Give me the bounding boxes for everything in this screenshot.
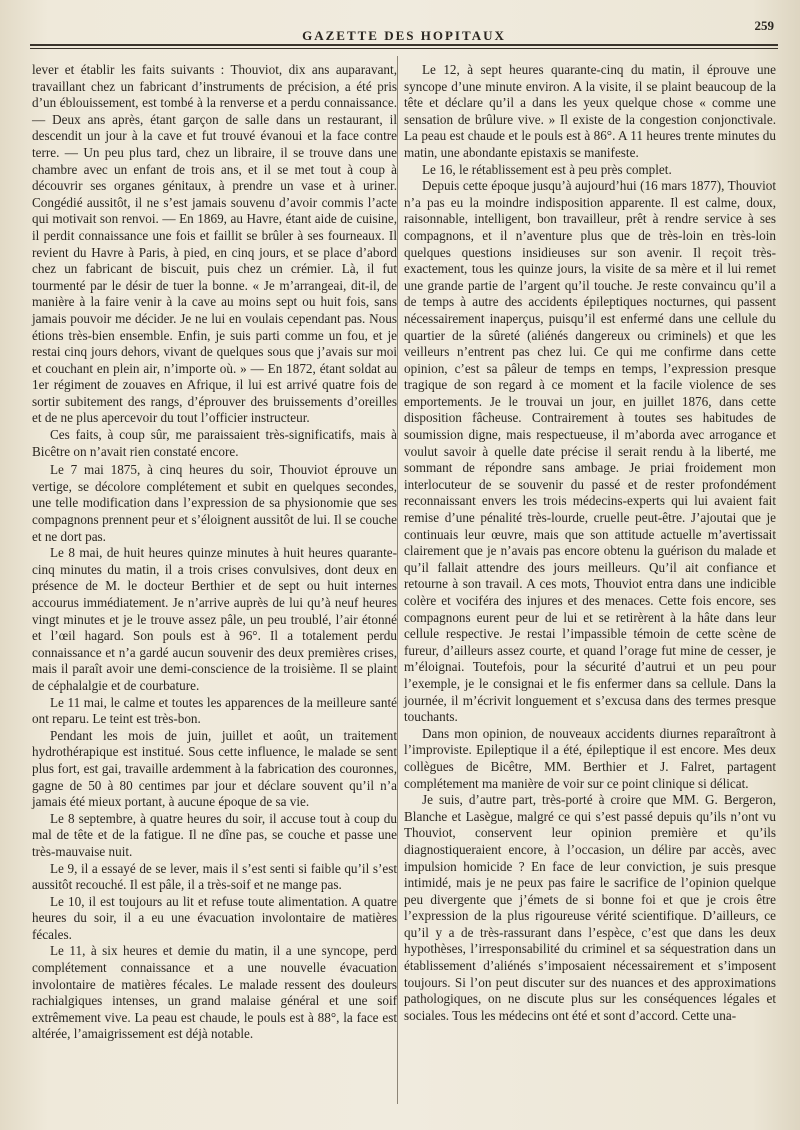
column-divider [397,56,398,1104]
paragraph: Le 16, le rétablissement est à peu près complet. [422,161,672,177]
paragraph: Pendant les mois de juin, juillet et août, un traitement hydrothérapique est institué. Sous cette influence, le malade se sent plus fort, est gai, travaille ardemment à la fabrication des couronnes, gagne de 50 à 80 centimes par jour et déclare souvent qu’il n’a jamais été mieux portant, à aucune époque de sa vie. [32,727,397,810]
left-column [32,62,397,1043]
paragraph: Le 10, il est toujours au lit et refuse toute alimentation. A quatre heures du soir, il a eu une évacuation involontaire de matières fécales. [32,893,397,942]
paragraph: Le 7 mai 1875, à cinq heures du soir, Thouviot éprouve un vertige, se décolore complétement et subit en quelques secondes, une telle modification dans l’expression de sa physionomie que ses compagnons prennent peur et s’éloignent aussitôt de lui. Il se couche et ne dort pas. [32,462,397,544]
paragraph: Le 8 septembre, à quatre heures du soir, il accuse tout à coup du mal de tête et de la fatigue. Il ne dîne pas, se couche et passe une très-mauvaise nuit. [32,810,397,859]
paragraph: Je suis, d’autre part, très-porté à croire que MM. G. Bergeron, Blanche et Lasègue, malgré ce qui s’est passé depuis qu’ils n’ont vu Thouviot, conservent leur opinion première et qu’ils diagnostiqueraient encore, à l’occasion, un délire par accès, avec impulsion homicide ? En face de leur conviction, je suis presque intimidé, mais je ne peux pas faire le sacrifice de l’opinion quelque peu divergente que j’émets de si bonne foi et que je crois être l’expression de la plus rigoureuse vérité scientifique. D’ailleurs, ce qu’il y a de très-rassurant dans l’espèce, c’est que dans les deux hypothèses, l’irresponsabilité du criminel et sa séquestration dans un établissement d’aliénés s’imposaient nécessairement et s’imposent toujours. Si l’on peut discuter sur des nuances et des approximations pathologiques, on ne discute plus sur les conséquences légales et sociales. Tous les médecins ont été et sont d’accord. Cette una- [404,792,776,1023]
paragraph: Le 8 mai, de huit heures quinze minutes à huit heures quarante-cinq minutes du matin, il a trois crises convulsives, dont deux en présence de M. le docteur Berthier et de sept ou huit internes accourus immédiatement. Je n’arrive auprès de lui qu’à neuf heures vingt minutes et je le trouve assez pâle, un peu troublé, l’air étonné et l’œil hagard. Son pouls est à 96°. Il a totalement perdu connaissance et n’a gardé aucun souvenir des deux premières crises, mais il paraît avoir une demi-conscience de la troisième. Il se plaint de céphalalgie et de courbature. [32,545,397,693]
header-rule-thin [30,48,778,49]
header-rule [30,44,778,46]
paragraph: Ces faits, à coup sûr, me paraissaient très-significatifs, mais à Bicêtre on n’avait rien constaté encore. [32,427,397,459]
page-number: 259 [754,18,774,33]
paragraph: Le 11 mai, le calme et toutes les apparences de la meilleure santé ont reparu. Le teint est très-bon. [32,694,397,727]
journal-title: GAZETTE DES HOPITAUX [302,28,506,43]
paragraph: Le 12, à sept heures quarante-cinq du matin, il éprouve une syncope d’une minute environ. A la visite, il se plaint beaucoup de la tête et déclare qu’il a dans les yeux quelque chose « comme une sensation de brûlure vive. » Il existe de la congestion conjonctivale. La peau est chaude et le pouls est à 86°. A 11 heures trente minutes du matin, une abondante epistaxis se manifeste. [404,62,776,160]
paragraph: Le 11, à six heures et demie du matin, il a une syncope, perd complétement connaissance et a une nouvelle évacuation involontaire de matières fécales. Le malade ressent des douleurs rachialgiques intenses, un grand malaise général et une soif extrêmement vive. La peau est chaude, le pouls est à 88°, la face est altérée, l’amaigrissement est déjà notable. [32,943,397,1042]
paragraph: Depuis cette époque jusqu’à aujourd’hui (16 mars 1877), Thouviot n’a pas eu la moindre indisposition apparente. Il est calme, doux, raisonnable, intelligent, bon travailleur, prêt à rendre service à ses compagnons, et il n’aventure plus que de très-loin en très-loin quelques questions insidieuses sur son avenir. Il reçoit très-exactement, tous les quinze jours, la visite de sa mère et il lui remet une grande partie de l’argent qu’il touche. Je reste convaincu qu’il a de temps à autre des accidents épileptiques nocturnes, qui passent nécessairement inaperçus, puisqu’il est enfermé dans une cellule du quartier de la sûreté (aliénés dangereux ou criminels) et que les veilleurs n’entrent pas chez lui. Ce qui me confirme dans cette opinion, c’est sa pâleur de temps en temps, l’expression presque tragique de son regard à ce moment et la facile violence de ses emportements. Je le trouvai un jour, en juillet 1876, dans cette disposition fâcheuse. Contrairement à toutes ses habitudes de soumission digne, mais respectueuse, il m’aborda avec arrogance et voulut savoir à quelle date précise il serait rendu à la liberté, me sommant de répondre sans ambage. Je priai froidement mon interlocuteur de se souvenir du passé et de rester profondément reconnaissant envers les trois médecins-experts qui lui avaient fait remise d’une pénalité très-lourde, cruelle peut-être. J’ajoutai que je continuais leur œuvre, mais que son attitude actuelle m’avertissait clairement que je n’avais pas encore obtenu la guérison du malade et qu’il fallait attendre des jours meilleurs. Qu’il ait confiance et retourne à son travail. A ces mots, Thouviot entra dans une indicible colère et vociféra des injures et des menaces. Cette fois encore, ses compagnons eurent peur de lui et se retirèrent à la hâte dans leur cellule respective. Je restai l’impassible témoin de cette scène de fureur, d’ailleurs assez courte, et quand l’orage fut mine de cesser, je m’éloignai. Toutefois, pour la sécurité d’autrui et un peu pour l’exemple, je le consignai et le fis enfermer dans sa cellule. Dans la journée, il m’écrivit longuement et s’excusa dans des termes presque touchants. [404,178,776,725]
paragraph: lever et établir les faits suivants : Thouviot, dix ans auparavant, travaillant chez un fabricant d’instruments de précision, a été pris d’un éblouissement, est tombé à la renverse et a perdu connaissance.— Deux ans après, étant garçon de salle dans un restaurant, il descendit un jour à la cave et fut trouvé évanoui et la face contre terre. — Un peu plus tard, chez un libraire, il se trouve dans une chambre avec un enfant de trois ans, et il se met tout à coup à découvrir ses organes génitaux, à prendre un vase et à uriner. Congédié aussitôt, il ne s’est jamais souvenu d’avoir commis l’acte qui motivait son renvoi. — En 1869, au Havre, étant aide de cuisine, il perdit connaissance une fois et faillit se brûler à ses fourneaux. Il revient du Havre à Paris, à pied, en cinq jours, et se place d’abord chez un fabricant de biscuit, puis chez un crémier. Là, il fut tourmenté par le désir de tuer la bonne. « Je m’arrangeai, dit-il, de manière à la faire venir à la cave au moins sept ou huit fois, sans jamais pouvoir me décider. Je ne lui en voulais cependant pas. Nous étions très-bien ensemble. Enfin, je suis parti comme un fou, et je restai cinq jours dehors, vivant de quelques sous que j’avais sur moi et couchant en plein air, n’importe où. » — En 1872, étant soldat au 1er régiment de zouaves en Afrique, il lui est arrivé quatre fois de sortir subitement des rangs, d’éprouver des bruissements d’oreilles et de ne plus apercevoir du tout l’officier instructeur. [32,62,397,426]
paragraph: Le 9, il a essayé de se lever, mais il s’est senti si faible qu’il s’est aussitôt recouché. Il est pâle, il a très-soif et ne mange pas. [32,860,397,893]
paragraph: Dans mon opinion, de nouveaux accidents diurnes reparaîtront à l’improviste. Epileptique il a été, épileptique il est encore. Mes deux collègues de Bicêtre, MM. Berthier et J. Falret, partagent complétement ma manière de voir sur ce point clinique si délicat. [404,725,776,791]
right-column [404,62,776,1024]
